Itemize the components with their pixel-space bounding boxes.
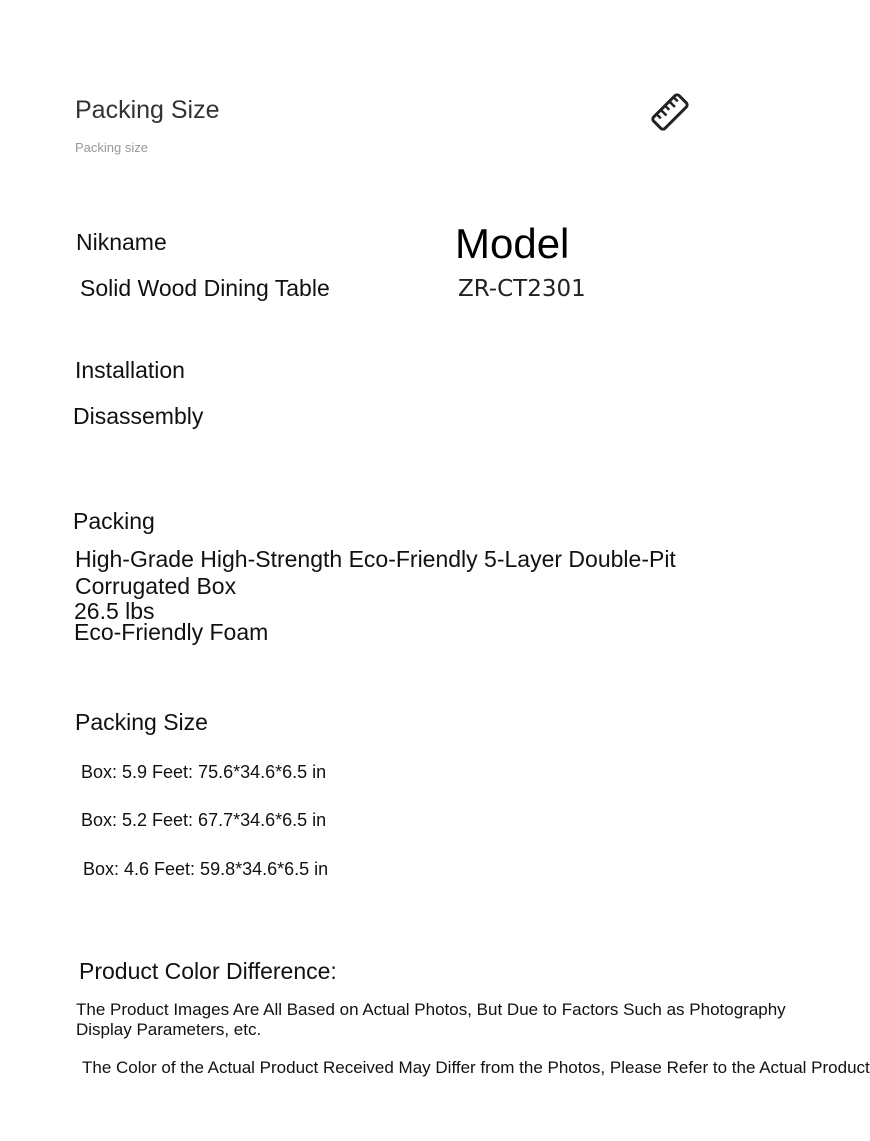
color-note-title: Product Color Difference:	[79, 958, 337, 984]
installation-value: Disassembly	[73, 403, 204, 429]
model-value: ZR-CT2301	[458, 276, 586, 302]
installation-label: Installation	[75, 357, 185, 383]
nickname-label: Nikname	[76, 229, 167, 255]
box-size-3: Box: 4.6 Feet: 59.8*34.6*6.5 in	[83, 859, 329, 879]
packing-line-2: Corrugated Box	[75, 573, 237, 599]
packing-label: Packing	[73, 508, 155, 534]
packing-foam: Eco-Friendly Foam	[74, 619, 269, 645]
packing-size-label: Packing Size	[75, 709, 208, 735]
box-size-1: Box: 5.9 Feet: 75.6*34.6*6.5 in	[81, 762, 327, 782]
packing-description	[75, 546, 775, 600]
color-note-line-1a: The Product Images Are All Based on Actual Photos, But Due to Factors Such as Photography	[76, 1000, 786, 1019]
color-note-paragraph-1	[76, 1000, 790, 1040]
packing-line-1: High-Grade High-Strength Eco-Friendly 5-Layer Double-Pit	[75, 546, 676, 572]
model-label: Model	[455, 220, 570, 267]
box-size-2: Box: 5.2 Feet: 67.7*34.6*6.5 in	[81, 810, 327, 830]
color-note-line-1b: Display Parameters, etc.	[76, 1020, 262, 1039]
packing-weight: 26.5 lbs	[74, 598, 155, 624]
color-note-paragraph-2: The Color of the Actual Product Received May Differ from the Photos, Please Refer to the Actual Product	[82, 1058, 870, 1077]
page-title: Packing Size	[75, 96, 220, 124]
nickname-value: Solid Wood Dining Table	[80, 275, 330, 301]
ruler-icon	[650, 92, 690, 132]
page-subtitle: Packing size	[75, 140, 148, 155]
